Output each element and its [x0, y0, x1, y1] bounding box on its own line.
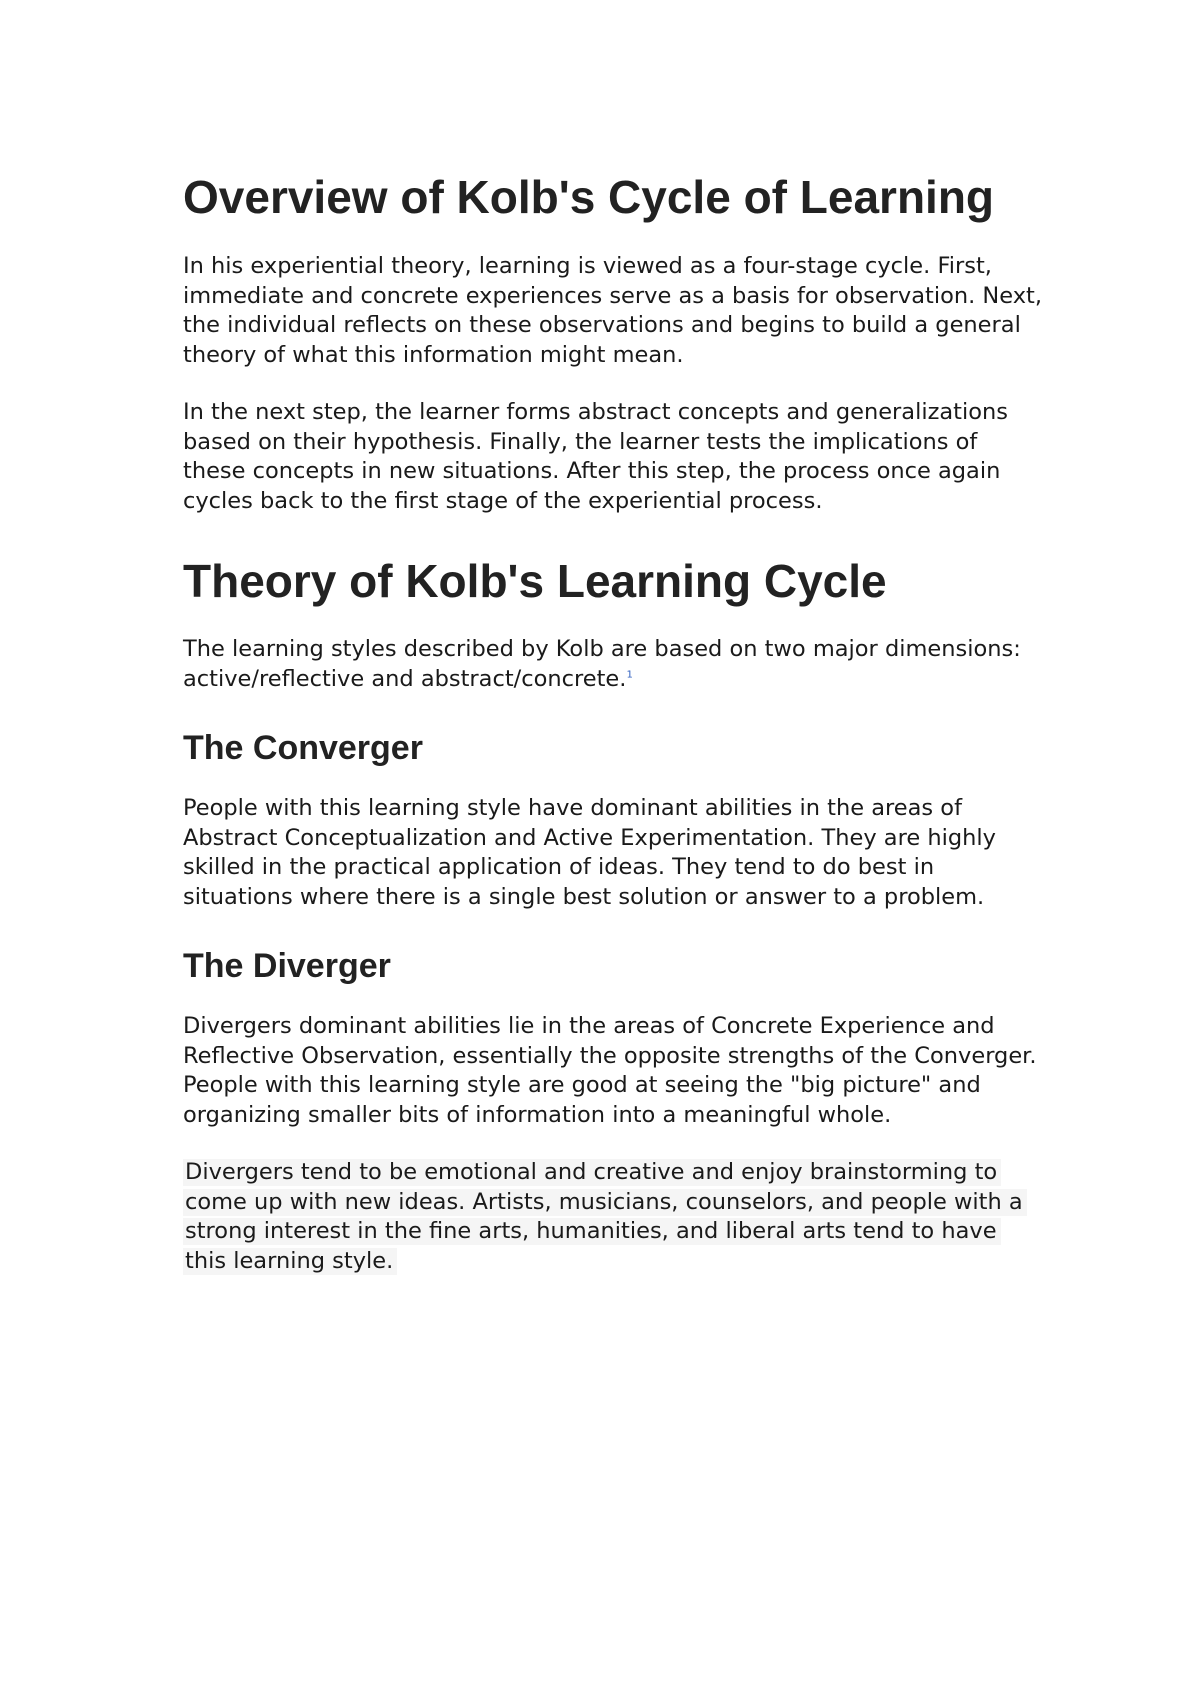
diverger-paragraph-1: Divergers dominant abilities lie in the areas of Concrete Experience and Reflective Observation, essentially the opposite strengths of the Converger. People with this learning style are good at seeing the "big picture" and organizing smaller bits of information into a meaningful whole. [183, 1013, 1037, 1128]
diverger-heading: The Diverger [183, 947, 391, 985]
diverger-paragraph-2 [183, 1158, 1043, 1276]
highlighted-text: Divergers tend to be emotional and creative and enjoy brainstorming to come up with new ideas. Artists, musicians, counselors, and people with a strong interest in the fine arts, humanities, and liberal arts tend to have this learning style. [183, 1159, 1027, 1275]
theory-paragraph-text: The learning styles described by Kolb are based on two major dimensions: active/reflective and abstract/concrete. [183, 636, 1021, 692]
footnote-link[interactable]: 1 [626, 669, 633, 680]
converger-heading: The Converger [183, 729, 423, 767]
overview-heading: Overview of Kolb's Cycle of Learning [183, 171, 995, 223]
document-page [183, 170, 1043, 1276]
theory-heading: Theory of Kolb's Learning Cycle [183, 555, 887, 607]
converger-paragraph: People with this learning style have dominant abilities in the areas of Abstract Conceptualization and Active Experimentation. They are highly skilled in the practical application of ideas. They tend to do best in situations where there is a single best solution or answer to a problem. [183, 795, 996, 910]
overview-paragraph-1: In his experiential theory, learning is viewed as a four-stage cycle. First, immediate and concrete experiences serve as a basis for observation. Next, the individual reflects on these observations and begins to build a general theory of what this information might mean. [183, 253, 1042, 368]
theory-paragraph [183, 635, 1043, 694]
overview-paragraph-2: In the next step, the learner forms abstract concepts and generalizations based on their hypothesis. Finally, the learner tests the implications of these concepts in new situations. After this step, the process once again cycles back to the first stage of the experiential process. [183, 399, 1009, 514]
